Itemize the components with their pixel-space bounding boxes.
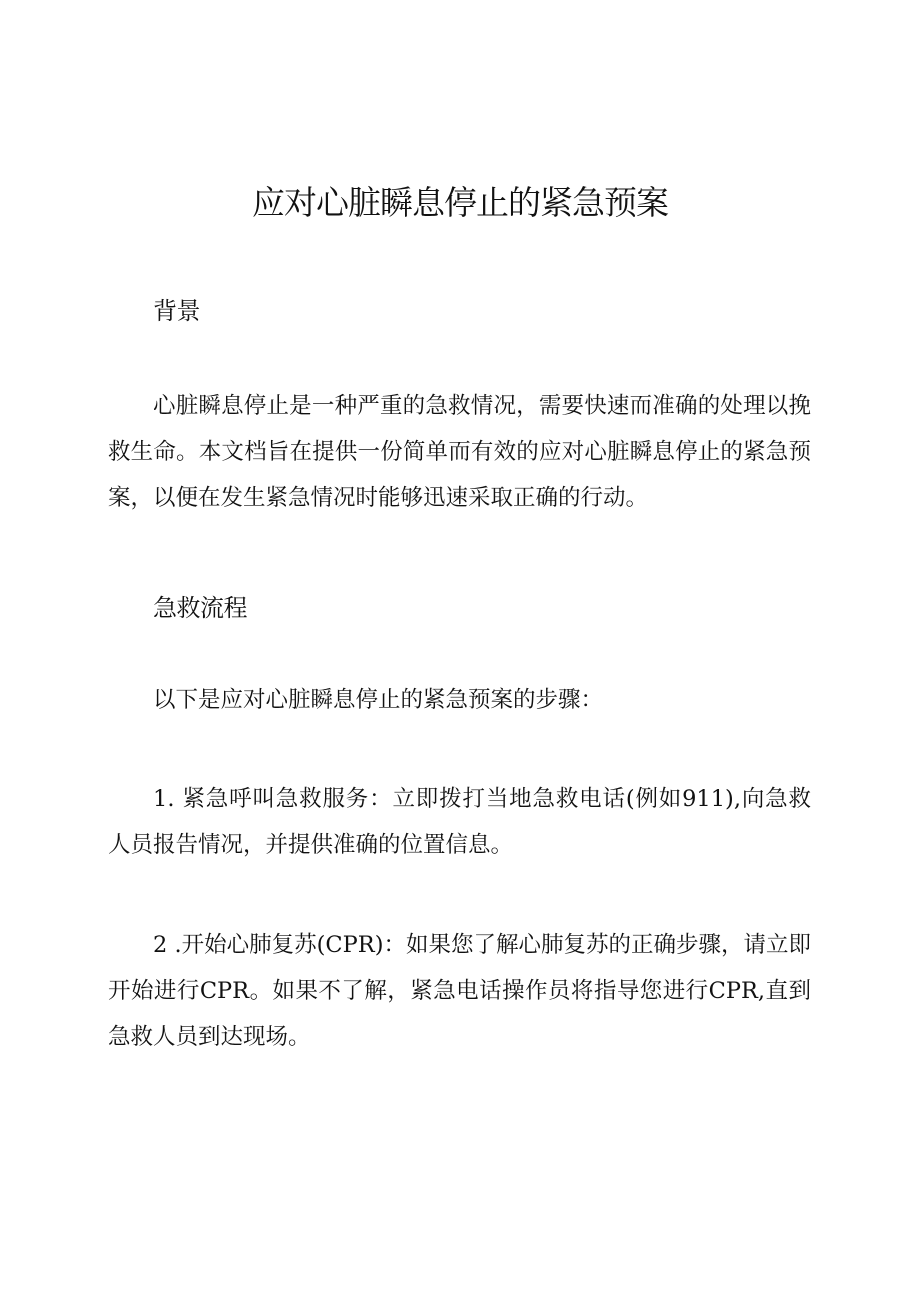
procedure-step-1: 1. 紧急呼叫急救服务：立即拨打当地急救电话(例如911),向急救人员报告情况，并提供准确的位置信息。 (108, 786, 811, 858)
section-heading-procedure: 急救流程 (153, 594, 247, 622)
background-paragraph: 心脏瞬息停止是一种严重的急救情况，需要快速而准确的处理以挽救生命。本文档旨在提供一份简单而有效的应对心脏瞬息停止的紧急预案，以便在发生紧急情况时能够迅速采取正确的行动。 (108, 393, 811, 511)
document-title: 应对心脏瞬息停止的紧急预案 (252, 183, 668, 222)
procedure-intro-paragraph: 以下是应对心脏瞬息停止的紧急预案的步骤： (153, 687, 604, 713)
section-heading-background: 背景 (153, 297, 200, 325)
procedure-step-2: 2 .开始心肺复苏(CPR)：如果您了解心肺复苏的正确步骤，请立即开始进行CPR。如果不了解，紧急电话操作员将指导您进行CPR,直到急救人员到达现场。 (108, 932, 811, 1050)
